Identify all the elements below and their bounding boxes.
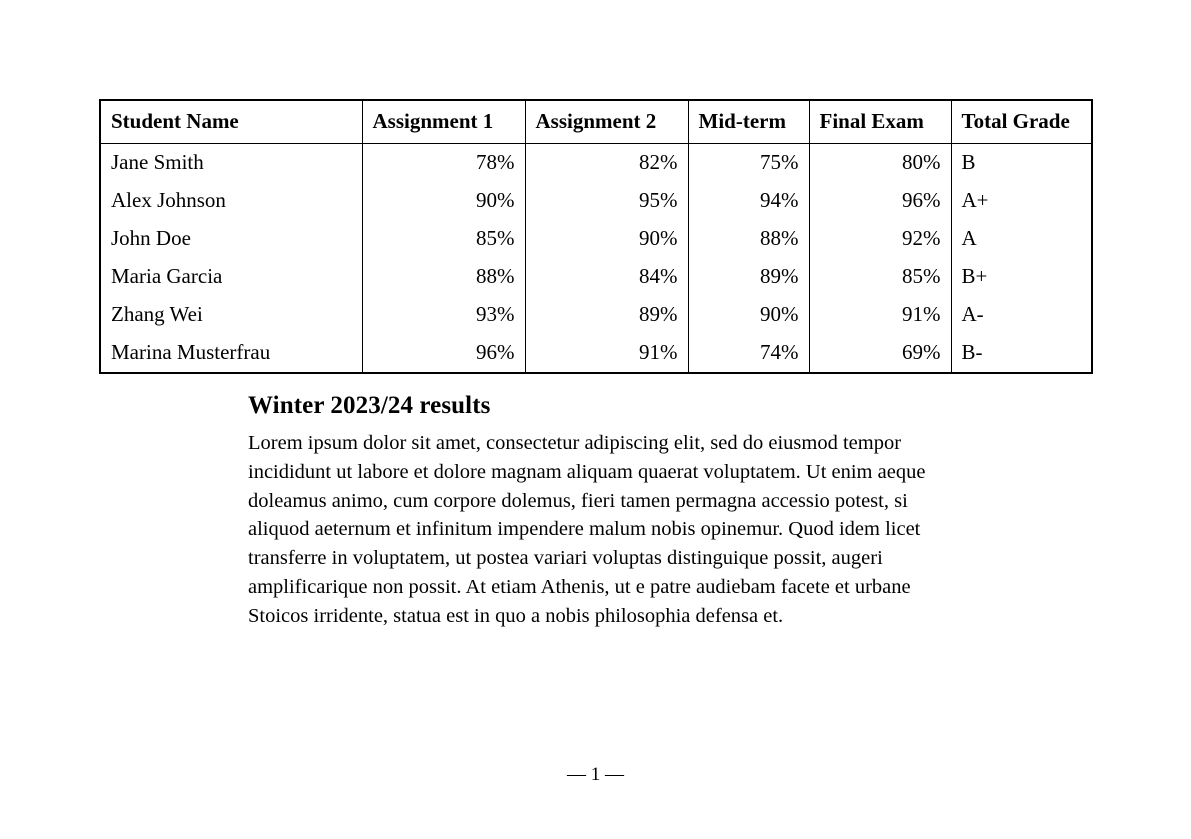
column-header-mid-term: Mid-term bbox=[688, 100, 809, 144]
cell-mid-term: 90% bbox=[688, 296, 809, 334]
table-row bbox=[100, 334, 1092, 373]
cell-total-grade: A- bbox=[951, 296, 1092, 334]
cell-total-grade: B+ bbox=[951, 258, 1092, 296]
page-number-footer: — 1 — bbox=[567, 764, 624, 785]
table-header-row bbox=[100, 100, 1092, 144]
table-header bbox=[100, 100, 1092, 144]
cell-final-exam: 91% bbox=[809, 296, 951, 334]
cell-student-name: John Doe bbox=[100, 220, 362, 258]
cell-assignment-2: 84% bbox=[525, 258, 688, 296]
cell-assignment-2: 90% bbox=[525, 220, 688, 258]
cell-assignment-1: 93% bbox=[362, 296, 525, 334]
cell-total-grade: B bbox=[951, 144, 1092, 183]
column-header-total-grade: Total Grade bbox=[951, 100, 1092, 144]
cell-total-grade: A+ bbox=[951, 182, 1092, 220]
table-row bbox=[100, 144, 1092, 183]
table-body bbox=[100, 144, 1092, 374]
cell-student-name: Jane Smith bbox=[100, 144, 362, 183]
cell-final-exam: 96% bbox=[809, 182, 951, 220]
column-header-assignment-2: Assignment 2 bbox=[525, 100, 688, 144]
cell-assignment-2: 91% bbox=[525, 334, 688, 373]
cell-assignment-1: 78% bbox=[362, 144, 525, 183]
cell-mid-term: 94% bbox=[688, 182, 809, 220]
results-section bbox=[248, 392, 948, 631]
cell-student-name: Zhang Wei bbox=[100, 296, 362, 334]
section-body-text: Lorem ipsum dolor sit amet, consectetur adipiscing elit, sed do eiusmod tempor incididunt ut labore et dolore magnam aliquam quaerat voluptatem. Ut enim aeque doleamus animo, cum corpore dolemus, fieri tamen permagna accessio potest, si aliquod aeternum et infinitum impendere malum nobis opinemur. Quod idem licet transferre in voluptatem, ut postea variari voluptas distinguique possit, augeri amplificarique non possit. At etiam Athenis, ut e patre audiebam facete et urbane Stoicos irridente, statua est in quo a nobis philosophia defensa et. bbox=[248, 432, 926, 627]
table-row bbox=[100, 296, 1092, 334]
cell-final-exam: 80% bbox=[809, 144, 951, 183]
table-row bbox=[100, 220, 1092, 258]
cell-total-grade: A bbox=[951, 220, 1092, 258]
cell-assignment-1: 96% bbox=[362, 334, 525, 373]
cell-assignment-1: 88% bbox=[362, 258, 525, 296]
section-heading: Winter 2023/24 results bbox=[248, 392, 491, 419]
cell-assignment-1: 90% bbox=[362, 182, 525, 220]
cell-final-exam: 69% bbox=[809, 334, 951, 373]
cell-student-name: Alex Johnson bbox=[100, 182, 362, 220]
cell-assignment-2: 95% bbox=[525, 182, 688, 220]
column-header-final-exam: Final Exam bbox=[809, 100, 951, 144]
table-row bbox=[100, 258, 1092, 296]
cell-mid-term: 75% bbox=[688, 144, 809, 183]
cell-student-name: Marina Musterfrau bbox=[100, 334, 362, 373]
cell-assignment-2: 82% bbox=[525, 144, 688, 183]
table-row bbox=[100, 182, 1092, 220]
cell-mid-term: 89% bbox=[688, 258, 809, 296]
cell-student-name: Maria Garcia bbox=[100, 258, 362, 296]
cell-assignment-2: 89% bbox=[525, 296, 688, 334]
grades-table-container bbox=[99, 99, 1091, 374]
grades-table bbox=[99, 99, 1093, 374]
cell-mid-term: 88% bbox=[688, 220, 809, 258]
cell-assignment-1: 85% bbox=[362, 220, 525, 258]
cell-total-grade: B- bbox=[951, 334, 1092, 373]
cell-final-exam: 85% bbox=[809, 258, 951, 296]
column-header-student-name: Student Name bbox=[100, 100, 362, 144]
cell-mid-term: 74% bbox=[688, 334, 809, 373]
column-header-assignment-1: Assignment 1 bbox=[362, 100, 525, 144]
cell-final-exam: 92% bbox=[809, 220, 951, 258]
